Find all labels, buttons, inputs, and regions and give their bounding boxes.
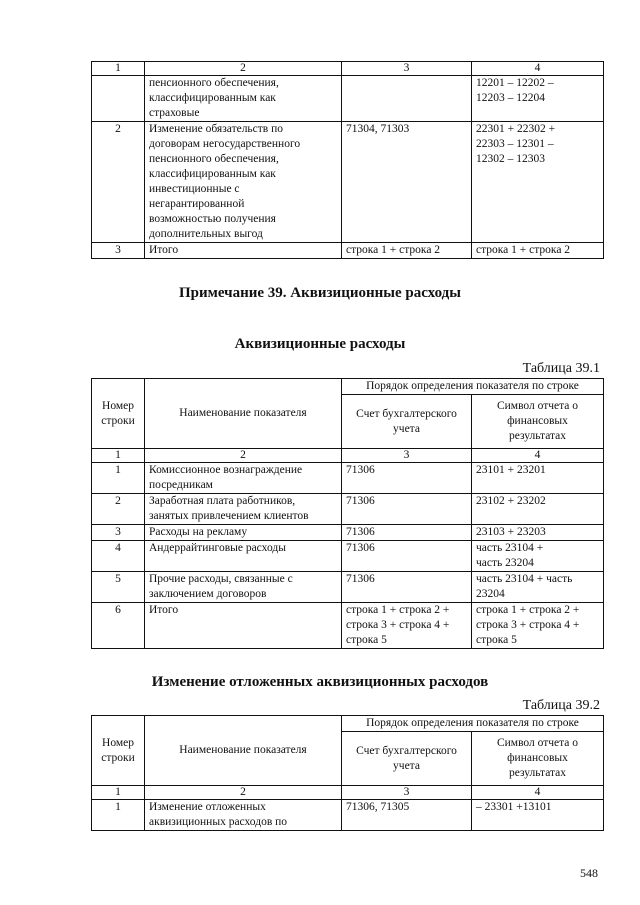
header-determination-order: Порядок определения показателя по строке [342, 379, 604, 395]
row-name: пенсионного обеспечения, классифицированным как страховые [145, 76, 342, 122]
table-label: Таблица 39.2 [522, 698, 600, 713]
table-row [92, 541, 604, 572]
row-name: Изменение отложенных аквизиционных расходов по [145, 800, 342, 831]
row-name: Андеррайтинговые расходы [145, 541, 342, 572]
table-row [92, 243, 604, 259]
row-number: 2 [92, 122, 145, 243]
table-header-row [92, 379, 604, 395]
column-number: 4 [472, 62, 604, 76]
column-number: 1 [92, 62, 145, 76]
header-account: Счет бухгалтерского учета [342, 732, 472, 786]
row-number [92, 76, 145, 122]
table-row [92, 525, 604, 541]
header-row-number: Номер строки [92, 379, 145, 449]
row-symbol: 23102 + 23202 [472, 494, 604, 525]
row-account: 71306 [342, 541, 472, 572]
table-row [92, 800, 604, 831]
row-account: строка 1 + строка 2 + строка 3 + строка 4 + строка 5 [342, 603, 472, 649]
header-indicator-name: Наименование показателя [145, 379, 342, 449]
column-number-row [92, 449, 604, 463]
table-label: Таблица 39.1 [522, 361, 600, 376]
row-account: 71306 [342, 463, 472, 494]
column-number-row [92, 62, 604, 76]
continuation-table [91, 61, 604, 259]
column-number: 2 [145, 786, 342, 800]
row-name: Изменение обязательств по договорам негосударственного пенсионного обеспечения, классифицированным как инвестиционные с негарантированной возможностью получения дополнительных выгод [145, 122, 342, 243]
table-row [92, 494, 604, 525]
row-symbol: 22301 + 22302 + 22303 – 12301 – 12302 – 12303 [472, 122, 604, 243]
table-header-row [92, 716, 604, 732]
column-number: 2 [145, 62, 342, 76]
row-account: строка 1 + строка 2 [342, 243, 472, 259]
header-row-number: Номер строки [92, 716, 145, 786]
header-report-symbol: Символ отчета о финансовых результатах [472, 395, 604, 449]
column-number-row [92, 786, 604, 800]
header-report-symbol: Символ отчета о финансовых результатах [472, 732, 604, 786]
row-name: Комиссионное вознаграждение посредникам [145, 463, 342, 494]
header-determination-order: Порядок определения показателя по строке [342, 716, 604, 732]
row-symbol: часть 23104 + часть 23204 [472, 572, 604, 603]
row-account: 71306 [342, 494, 472, 525]
row-symbol: 23103 + 23203 [472, 525, 604, 541]
row-account [342, 76, 472, 122]
row-number: 4 [92, 541, 145, 572]
column-number: 4 [472, 786, 604, 800]
row-number: 3 [92, 525, 145, 541]
row-account: 71306 [342, 525, 472, 541]
column-number: 3 [342, 786, 472, 800]
column-number: 3 [342, 62, 472, 76]
header-indicator-name: Наименование показателя [145, 716, 342, 786]
column-number: 3 [342, 449, 472, 463]
row-account: 71306 [342, 572, 472, 603]
table-row [92, 572, 604, 603]
acquisition-expenses-table [91, 378, 604, 649]
column-number: 2 [145, 449, 342, 463]
row-name: Итого [145, 603, 342, 649]
section-heading: Изменение отложенных аквизиционных расходов [151, 674, 489, 690]
row-symbol: строка 1 + строка 2 + строка 3 + строка 4 + строка 5 [472, 603, 604, 649]
row-name: Итого [145, 243, 342, 259]
row-number: 3 [92, 243, 145, 259]
row-number: 1 [92, 463, 145, 494]
row-number: 2 [92, 494, 145, 525]
row-name: Заработная плата работников, занятых привлечением клиентов [145, 494, 342, 525]
column-number: 1 [92, 449, 145, 463]
note-heading: Примечание 39. Аквизиционные расходы [179, 285, 461, 301]
section-heading: Аквизиционные расходы [234, 336, 406, 352]
table-row [92, 76, 604, 122]
column-number: 4 [472, 449, 604, 463]
row-symbol: 12201 – 12202 – 12203 – 12204 [472, 76, 604, 122]
deferred-acquisition-expenses-table [91, 715, 604, 831]
table-row [92, 122, 604, 243]
row-account: 71304, 71303 [342, 122, 472, 243]
table-row [92, 463, 604, 494]
page-number: 548 [580, 866, 598, 880]
row-account: 71306, 71305 [342, 800, 472, 831]
row-symbol: строка 1 + строка 2 [472, 243, 604, 259]
row-symbol: – 23301 +13101 [472, 800, 604, 831]
header-account: Счет бухгалтерского учета [342, 395, 472, 449]
row-symbol: часть 23104 + часть 23204 [472, 541, 604, 572]
row-name: Расходы на рекламу [145, 525, 342, 541]
table-row [92, 603, 604, 649]
row-number: 6 [92, 603, 145, 649]
row-number: 5 [92, 572, 145, 603]
column-number: 1 [92, 786, 145, 800]
row-symbol: 23101 + 23201 [472, 463, 604, 494]
row-name: Прочие расходы, связанные с заключением договоров [145, 572, 342, 603]
row-number: 1 [92, 800, 145, 831]
